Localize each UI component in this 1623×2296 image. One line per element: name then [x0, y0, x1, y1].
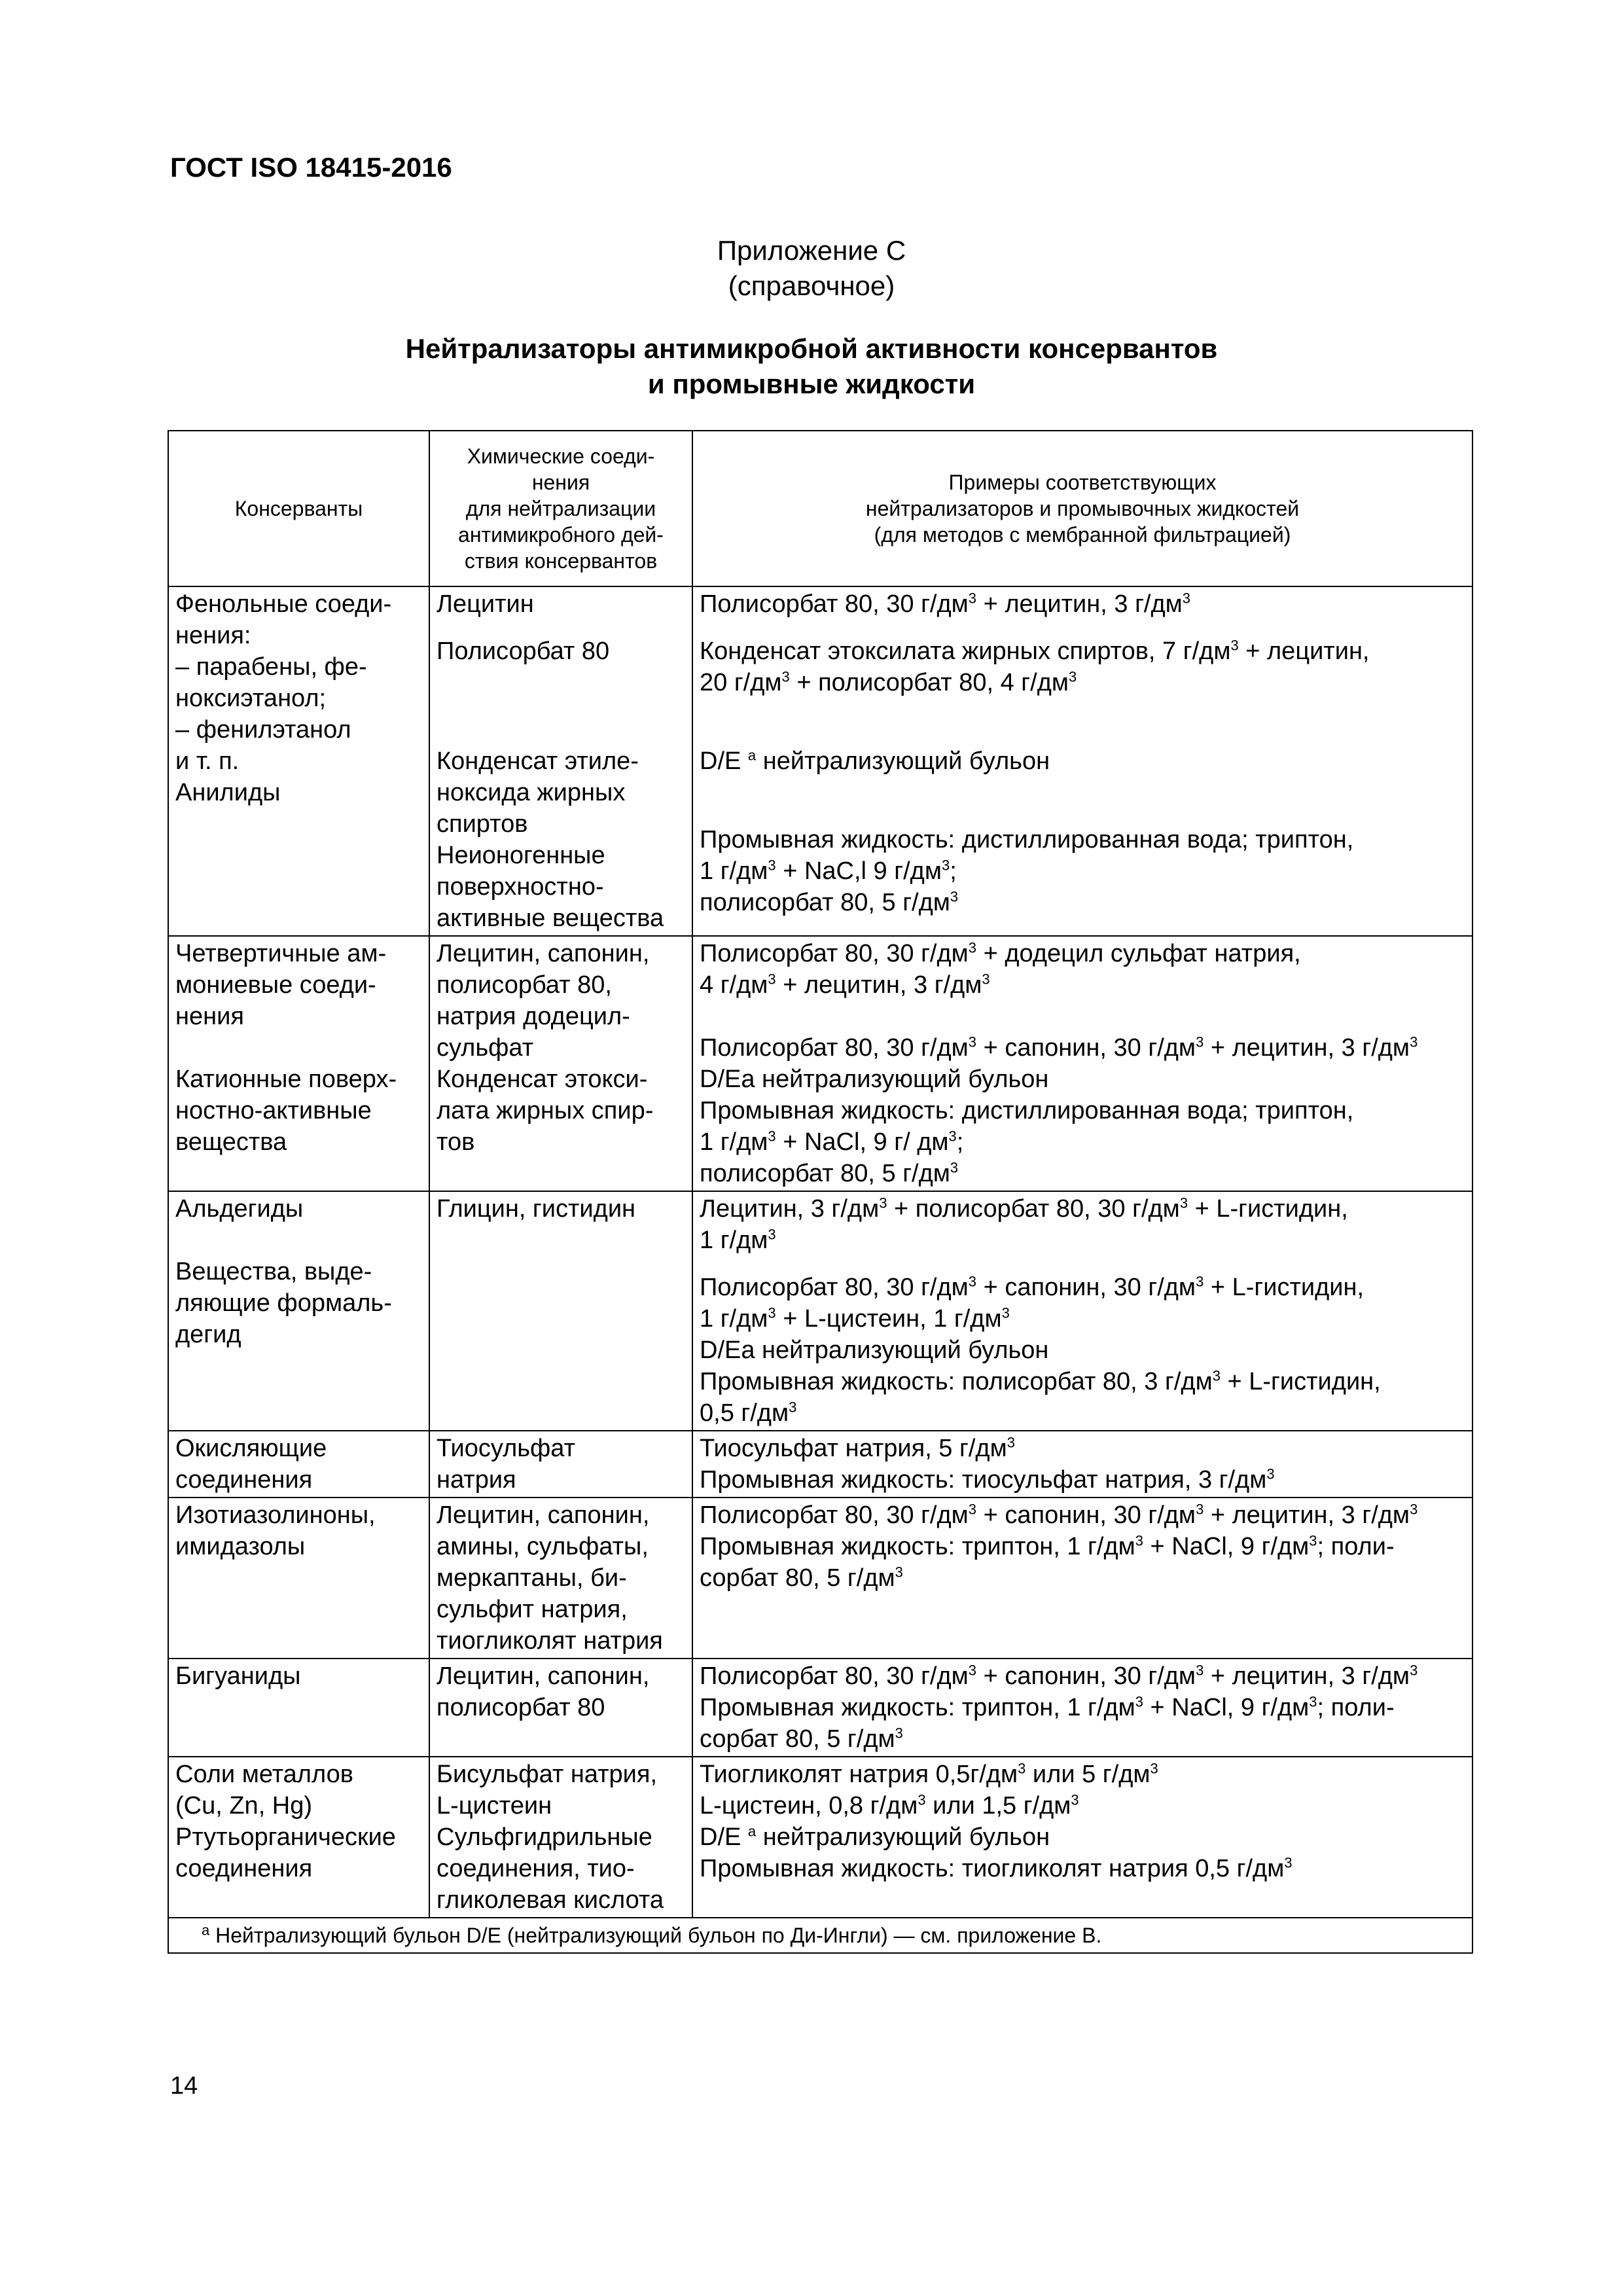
text-line: Лецитин: [437, 590, 534, 618]
superscript: 3: [968, 939, 977, 956]
text-line: (Cu, Zn, Hg): [175, 1792, 313, 1820]
text-line: [700, 1126, 1465, 1158]
superscript: 3: [1182, 590, 1191, 607]
superscript: 3: [1018, 1760, 1026, 1777]
cell-examples: [692, 1659, 1472, 1757]
neutralizers-table: [168, 430, 1473, 1954]
table-footnote: [168, 1918, 1472, 1953]
text-line: + L-гистидин,: [1204, 1274, 1364, 1301]
superscript: 3: [968, 1273, 977, 1290]
superscript: 3: [1001, 1304, 1010, 1321]
text-line: – фенилэтанол: [175, 716, 351, 744]
text-line: нейтрализаторов и промывочных жидкостей: [865, 497, 1300, 520]
text-line: сорбат 80, 5 г/дм: [700, 1725, 895, 1753]
text-line: [437, 698, 685, 730]
text-line: Полисорбат 80: [437, 637, 610, 665]
text-line: + сапонин, 30 г/дм: [976, 1034, 1196, 1062]
text-line: + сапонин, 30 г/дм: [976, 1274, 1196, 1301]
text-line: спиртов: [437, 810, 528, 838]
superscript: 3: [1284, 1854, 1293, 1871]
text-line: Промывная жидкость: дистиллированная вода; триптон,: [700, 1097, 1354, 1124]
text-line: [700, 1723, 1465, 1755]
text-line: ляющие формаль-: [175, 1289, 392, 1317]
text-line: Лецитин, 3 г/дм: [700, 1195, 880, 1223]
text-line: Тиогликолят натрия 0,5г/дм: [700, 1761, 1018, 1788]
text-line: соединения, тио-: [437, 1855, 635, 1882]
superscript: 3: [968, 1501, 977, 1518]
text-line: Бигуаниды: [175, 1662, 301, 1690]
text-line: [700, 698, 1465, 730]
text-line: Анилиды: [175, 779, 281, 806]
superscript: 3: [1179, 1194, 1188, 1211]
text-line: Ртутьорганические: [175, 1823, 396, 1851]
text-line: 1 г/дм: [700, 1128, 768, 1156]
superscript: 3: [1196, 1501, 1204, 1518]
text-line: + додецил сульфат натрия,: [976, 940, 1301, 967]
cell-preservative: [168, 1431, 429, 1498]
text-line: Катионные поверх-: [175, 1066, 397, 1093]
text-line: имидазолы: [175, 1533, 306, 1560]
text-line: лата жирных спир-: [437, 1097, 654, 1124]
text-line: нения: [175, 1003, 244, 1030]
superscript: 3: [950, 1159, 959, 1176]
text-line: D/E: [700, 747, 748, 775]
cell-preservative: [168, 1498, 429, 1659]
text-line: D/E: [700, 1823, 748, 1851]
text-line: 1 г/дм: [700, 1305, 768, 1333]
text-line: [437, 667, 685, 698]
header-preservatives: [168, 431, 429, 586]
text-line: Промывная жидкость: тиогликолят натрия 0,5 г/дм: [700, 1855, 1285, 1882]
text-line: [700, 620, 1465, 636]
text-line: 0,5 г/дм: [700, 1399, 789, 1427]
text-line: Полисорбат 80, 30 г/дм: [700, 1274, 969, 1301]
text-line: [700, 1193, 1465, 1225]
superscript: 3: [950, 888, 959, 905]
text-line: Конденсат этиле-: [437, 747, 639, 775]
text-line: L-цистеин: [437, 1792, 552, 1820]
appendix-heading: [0, 233, 1623, 304]
text-line: Конденсат этокси-: [437, 1066, 648, 1093]
text-line: полисорбат 80,: [437, 971, 612, 999]
text-line: + L-гистидин,: [1188, 1195, 1348, 1223]
superscript: 3: [879, 1194, 887, 1211]
text-line: Полисорбат 80, 30 г/дм: [700, 1501, 969, 1529]
cell-compound: [429, 586, 692, 936]
table-row: [168, 1498, 1472, 1659]
text-line: Неионогенные: [437, 842, 605, 869]
text-line: + лецитин, 3 г/дм: [1204, 1662, 1410, 1690]
text-line: 1 г/дм: [700, 857, 768, 885]
superscript: a: [747, 1823, 757, 1840]
text-line: Тиосульфат: [437, 1435, 576, 1462]
text-line: Тиосульфат натрия, 5 г/дм: [700, 1435, 1007, 1462]
text-line: [700, 1001, 1465, 1032]
text-line: + лецитин, 3 г/дм: [1204, 1501, 1410, 1529]
text-line: Альдегиды: [175, 1195, 304, 1223]
text-line: Соли металлов: [175, 1761, 353, 1788]
text-line: Примеры соответствующих: [948, 471, 1217, 494]
text-line: сульфат: [437, 1034, 534, 1062]
cell-preservative: [168, 1191, 429, 1431]
text-line: сульфит натрия,: [437, 1596, 628, 1623]
text-line: + полисорбат 80, 30 г/дм: [887, 1195, 1180, 1223]
text-line: ствия консервантов: [464, 549, 658, 573]
text-line: соединения: [175, 1466, 313, 1494]
text-line: ;: [956, 1128, 964, 1156]
superscript: 3: [1196, 1033, 1204, 1050]
superscript: 3: [948, 1128, 957, 1145]
superscript: 3: [1410, 1501, 1418, 1518]
text-line: [700, 777, 1465, 808]
text-line: тов: [437, 1128, 475, 1156]
text-line: Лецитин, сапонин,: [437, 1501, 650, 1529]
section-title-line-2: и промывные жидкости: [647, 368, 976, 399]
text-line: + L-гистидин,: [1220, 1368, 1381, 1395]
text-line: L-цистеин, 0,8 г/дм: [700, 1792, 918, 1820]
table-row: [168, 1757, 1472, 1918]
text-line: гликолевая кислота: [437, 1886, 664, 1914]
text-line: полисорбат 80, 5 г/дм: [700, 1160, 950, 1187]
text-line: + сапонин, 30 г/дм: [976, 1501, 1196, 1529]
text-line: ноксида жирных: [437, 779, 626, 806]
superscript: 3: [1410, 1662, 1418, 1679]
text-line: Лецитин, сапонин,: [437, 1662, 650, 1690]
text-line: [700, 1562, 1465, 1594]
text-line: + L-цистеин, 1 г/дм: [776, 1305, 1002, 1333]
text-line: + NaCl, 9 г/дм: [1143, 1533, 1310, 1560]
text-line: [437, 620, 685, 636]
cell-examples: [692, 936, 1472, 1191]
text-line: [700, 1692, 1465, 1723]
text-line: [700, 1759, 1465, 1790]
text-line: [700, 969, 1465, 1001]
text-line: [700, 1853, 1465, 1884]
text-line: + сапонин, 30 г/дм: [976, 1662, 1196, 1690]
page-number: 14: [170, 2072, 198, 2100]
text-line: [700, 1158, 1465, 1189]
section-title-line-1: Нейтрализаторы антимикробной активности консервантов: [405, 333, 1218, 364]
header-examples: [692, 431, 1472, 586]
superscript: 3: [1150, 1760, 1158, 1777]
text-line: Полисорбат 80, 30 г/дм: [700, 940, 969, 967]
text-line: соединения: [175, 1855, 313, 1882]
text-line: + лецитин, 3 г/дм: [776, 971, 982, 999]
superscript: 3: [1266, 1465, 1275, 1482]
superscript: 3: [768, 1128, 776, 1145]
text-line: ностно-активные: [175, 1097, 372, 1124]
text-line: нейтрализующий бульон: [756, 1823, 1050, 1851]
text-line: + NaC,l 9 г/дм: [776, 857, 942, 885]
superscript: a: [202, 1922, 210, 1939]
text-line: + NaCl, 9 г/ дм: [776, 1128, 949, 1156]
text-line: для нейтрализации: [465, 497, 656, 520]
table-footnote-row: [168, 1918, 1472, 1953]
text-line: сорбат 80, 5 г/дм: [700, 1564, 895, 1592]
text-line: Фенольные соеди-: [175, 590, 392, 618]
superscript: 3: [1007, 1434, 1015, 1451]
superscript: 3: [1135, 1693, 1143, 1710]
document-code: ГОСТ ISO 18415-2016: [170, 152, 452, 183]
text-line: Полисорбат 80, 30 г/дм: [700, 1662, 969, 1690]
table-row: [168, 936, 1472, 1191]
text-line: [700, 1272, 1465, 1303]
text-line: или 5 г/дм: [1026, 1761, 1150, 1788]
text-line: ноксиэтанол;: [175, 685, 327, 712]
table-row: [168, 1191, 1472, 1431]
text-line: 20 г/дм: [700, 669, 782, 696]
superscript: 3: [789, 1399, 797, 1416]
text-line: [175, 1225, 422, 1256]
cell-compound: [429, 1431, 692, 1498]
superscript: a: [747, 747, 757, 764]
cell-preservative: [168, 586, 429, 936]
text-line: Изотиазолиноны,: [175, 1501, 376, 1529]
superscript: 3: [968, 1033, 977, 1050]
superscript: 3: [968, 590, 977, 607]
superscript: 3: [1069, 668, 1077, 685]
text-line: + лецитин,: [1238, 637, 1370, 665]
cell-examples: [692, 586, 1472, 936]
text-line: поверхностно-: [437, 873, 604, 901]
text-line: Глицин, гистидин: [437, 1195, 636, 1223]
text-line: (для методов с мембранной фильтрацией): [874, 523, 1291, 547]
superscript: 3: [768, 857, 776, 874]
text-line: натрия: [437, 1466, 516, 1494]
text-line: [700, 887, 1465, 918]
superscript: 3: [1309, 1693, 1317, 1710]
text-line: активные вещества: [437, 905, 664, 932]
text-line: + NaCl, 9 г/дм: [1143, 1694, 1310, 1721]
text-line: Полисорбат 80, 30 г/дм: [700, 1034, 969, 1062]
section-title: [0, 331, 1623, 402]
superscript: 3: [768, 971, 776, 988]
text-line: натрия додецил-: [437, 1003, 630, 1030]
text-line: – парабены, фе-: [175, 653, 367, 681]
text-line: Окисляющие: [175, 1435, 327, 1462]
text-line: + полисорбат 80, 4 г/дм: [789, 669, 1069, 696]
text-line: нения: [531, 471, 590, 494]
text-line: нения:: [175, 622, 251, 649]
cell-preservative: [168, 1757, 429, 1918]
text-line: Промывная жидкость: тиосульфат натрия, 3 г/дм: [700, 1466, 1267, 1494]
text-line: [700, 745, 1465, 777]
text-line: [700, 667, 1465, 698]
cell-examples: [692, 1431, 1472, 1498]
text-line: тиогликолят натрия: [437, 1627, 663, 1655]
table-header-row: [168, 431, 1472, 586]
text-line: [700, 1531, 1465, 1562]
text-line: [700, 1499, 1465, 1531]
text-line: [700, 938, 1465, 969]
text-line: [700, 1225, 1465, 1256]
superscript: 3: [941, 857, 950, 874]
text-line: Промывная жидкость: триптон, 1 г/дм: [700, 1694, 1135, 1721]
text-line: или 1,5 г/дм: [925, 1792, 1071, 1820]
text-line: [700, 1032, 1465, 1064]
cell-compound: [429, 1757, 692, 1918]
superscript: 3: [1410, 1033, 1418, 1050]
cell-examples: [692, 1191, 1472, 1431]
text-line: Конденсат этоксилата жирных спиртов, 7 г/дм: [700, 637, 1231, 665]
cell-preservative: [168, 936, 429, 1191]
superscript: 3: [1212, 1367, 1221, 1384]
superscript: 3: [895, 1725, 903, 1742]
text-line: мониевые соеди-: [175, 971, 376, 999]
text-line: [700, 730, 1465, 745]
text-line: ; поли-: [1317, 1533, 1395, 1560]
text-line: Химические соеди-: [467, 444, 655, 468]
text-line: [700, 1821, 1465, 1853]
text-line: Полисорбат 80, 30 г/дм: [700, 590, 969, 618]
superscript: 3: [768, 1226, 776, 1243]
text-line: [437, 730, 685, 745]
text-line: [700, 1256, 1465, 1272]
superscript: 3: [1196, 1273, 1204, 1290]
superscript: 3: [781, 668, 790, 685]
text-line: [700, 1366, 1465, 1397]
text-line: [700, 1303, 1465, 1335]
text-line: D/Ea нейтрализующий бульон: [700, 1066, 1049, 1093]
text-line: + лецитин, 3 г/дм: [976, 590, 1183, 618]
text-line: Лецитин, сапонин,: [437, 940, 650, 967]
text-line: [700, 1790, 1465, 1821]
text-line: полисорбат 80, 5 г/дм: [700, 889, 950, 916]
text-line: Промывная жидкость: полисорбат 80, 3 г/дм: [700, 1368, 1213, 1395]
text-line: ;: [950, 857, 957, 885]
cell-preservative: [168, 1659, 429, 1757]
cell-compound: [429, 1498, 692, 1659]
superscript: 3: [768, 1304, 776, 1321]
text-line: амины, сульфаты,: [437, 1533, 649, 1560]
cell-compound: [429, 1191, 692, 1431]
text-line: [700, 855, 1465, 887]
text-line: Четвертичные ам-: [175, 940, 387, 967]
text-line: [700, 1660, 1465, 1692]
superscript: 3: [1135, 1532, 1143, 1549]
text-line: меркаптаны, би-: [437, 1564, 627, 1592]
superscript: 3: [982, 971, 990, 988]
text-line: вещества: [175, 1128, 287, 1156]
text-line: [175, 1032, 422, 1064]
text-line: Нейтрализующий бульон D/E (нейтрализующий бульон по Ди-Ингли) — см. приложение B.: [209, 1924, 1102, 1947]
text-line: [700, 1464, 1465, 1496]
cell-compound: [429, 936, 692, 1191]
table-row: [168, 1431, 1472, 1498]
text-line: Бисульфат натрия,: [437, 1761, 658, 1788]
cell-examples: [692, 1498, 1472, 1659]
text-line: антимикробного дей-: [458, 523, 664, 547]
text-line: дегид: [175, 1321, 241, 1348]
text-line: и т. п.: [175, 747, 240, 775]
appendix-title: Приложение C: [717, 235, 906, 266]
text-line: + лецитин, 3 г/дм: [1204, 1034, 1410, 1062]
text-line: Вещества, выде-: [175, 1258, 372, 1285]
table-row: [168, 1659, 1472, 1757]
superscript: 3: [968, 1662, 977, 1679]
text-line: [700, 588, 1465, 620]
text-line: Промывная жидкость: дистиллированная вода; триптон,: [700, 826, 1354, 853]
header-chemical-compounds: [429, 431, 692, 586]
appendix-subtitle: (справочное): [728, 270, 895, 301]
text-line: [700, 1433, 1465, 1464]
cell-examples: [692, 1757, 1472, 1918]
text-line: нейтрализующий бульон: [756, 747, 1050, 775]
text-line: [700, 808, 1465, 824]
superscript: 3: [895, 1564, 903, 1581]
text-line: [700, 1397, 1465, 1429]
text-line: [700, 636, 1465, 667]
text-line: Промывная жидкость: триптон, 1 г/дм: [700, 1533, 1135, 1560]
superscript: 3: [918, 1791, 926, 1808]
superscript: 3: [1196, 1662, 1204, 1679]
text-line: ; поли-: [1317, 1694, 1395, 1721]
text-line: D/Ea нейтрализующий бульон: [700, 1336, 1049, 1364]
table-row: [168, 586, 1472, 936]
superscript: 3: [1309, 1532, 1317, 1549]
text-line: 4 г/дм: [700, 971, 768, 999]
text-line: Консерванты: [234, 497, 363, 520]
text-line: Сульфгидрильные: [437, 1823, 652, 1851]
cell-compound: [429, 1659, 692, 1757]
text-line: полисорбат 80: [437, 1694, 605, 1721]
superscript: 3: [1071, 1791, 1079, 1808]
superscript: 3: [1230, 637, 1239, 654]
text-line: 1 г/дм: [700, 1227, 768, 1254]
